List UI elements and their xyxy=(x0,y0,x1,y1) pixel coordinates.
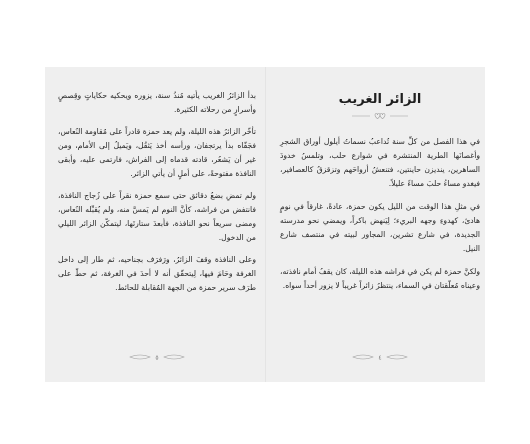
left-paragraph-2: تأخّر الزائرُ هذه الليلة، ولم يعد حمزة قادراً على مُقاومة النُعاس، فجَفّاه بدأ يرتجفان، ورأسه أخذ يَثقُل، ويَميلُ إلى الأمام، ومن غير أن يَشعُر، قادته قدماه إلى الفراش، فارتمى عليه، وأبقى النافذة مفتوحةً، على أملٍ أن يأتي الزائر. xyxy=(58,127,256,178)
left-page-body xyxy=(58,67,256,295)
left-paragraph-1: بدأ الزائرُ الغريب يأتيه مُنذُ سنة، يزوره ويحكيه حكاياتٍ وقِصصٍ وأسرارٍ من رحلاته الكثيرة. xyxy=(58,91,256,114)
right-page-body xyxy=(280,135,480,293)
svg-text:٤: ٤ xyxy=(378,354,382,361)
chapter-title: الزائر الغريب xyxy=(338,92,422,107)
left-paragraph-3: ولم تمضِ بضعُ دقائق حتى سمع حمزة نقراً على زُجاج النافذة، فانتفض من فراشه، كأنَّ النوم لم يَمسَّ منه، ولم يُقبِّله النُعاس، ومضى سريعاً نحو النافذة، فأبعدَ ستارتَها، ليتمكّن الزائر الليلي من الدخول. xyxy=(58,191,256,242)
left-page-number xyxy=(58,350,256,364)
page-gutter xyxy=(265,67,266,382)
leaf-ornament-icon xyxy=(351,352,409,362)
right-page-number xyxy=(280,350,480,364)
right-paragraph-1: في هذا الفصل من كلِّ سنة تُداعبُ نسماتُ أيلول أوراق الشجرِ وأغصانَها الطرية المنتشرة في شوارع حلب، وتلمسُ خدودَ الساهرين، ينديزن حاينتين، فتنعشُ أرواحَهم وتزقزقُ كالعصافير، فيغدو مساءُ حلبَ مساءً عليلاً. xyxy=(280,137,480,188)
leaf-ornament-icon xyxy=(128,352,186,362)
hearts-ornament-icon xyxy=(350,111,410,121)
right-paragraph-2: في مثلِ هذا الوقت من الليل يكون حمزة، عادةً، غارقاً في نومٍ هادئ، كهدوءِ وجهه البريء؛ لِيَنهض باكراً، ويمضي نحو مدرسته الجديدة، في شارع تشرين، المجاور لبيته في منتصف شارع النيل. xyxy=(280,202,480,253)
left-paragraph-4: وعلى النافذة وقفَ الزائرُ، ورَفرَف بجناحيه، ثم طار إلى داخل الغرفة وحَامَ فيها، لِيتحقّق أنه لا أحدَ في الغرفة، ثم حطّ على طرَف سرير حمزة من الجهة المُقابلة للحائط. xyxy=(58,255,256,292)
right-paragraph-3: ولكنَّ حمزة لم يكن في فراشه هذه الليلة، كان يقفُ أمام نافذته، وعيناه مُعلّقتان في السماء، ينتظرُ زائراً غريباً لا يزور أحداً سواه. xyxy=(280,267,480,290)
right-page xyxy=(280,67,480,382)
book-spread xyxy=(45,67,485,382)
left-page xyxy=(58,67,256,382)
svg-text:٥: ٥ xyxy=(155,354,159,361)
